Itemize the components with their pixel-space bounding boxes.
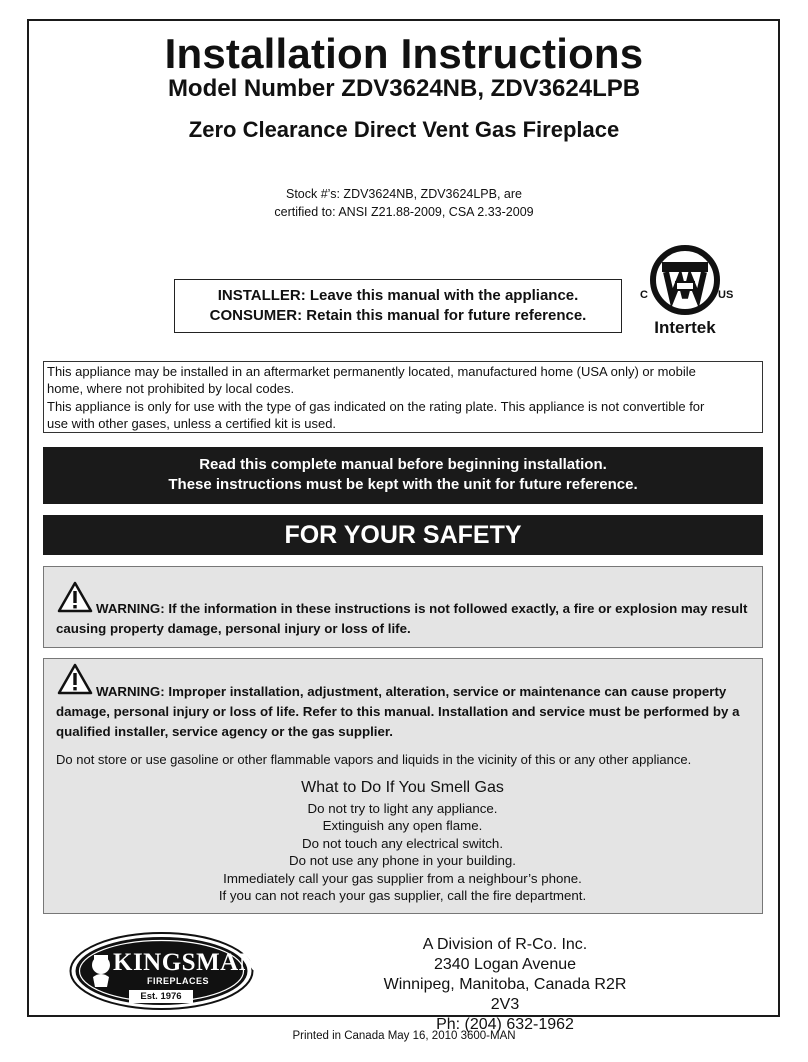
address-line: 2340 Logan Avenue — [433, 956, 577, 973]
logo-sub: FIREPLACES — [146, 976, 209, 986]
cert-brand: Intertek — [654, 318, 716, 337]
logo-est: Est. 1976 — [129, 990, 193, 1003]
intertek-certification-mark — [640, 242, 750, 342]
cert-c-label: C — [640, 289, 648, 301]
product-subtitle: Zero Clearance Direct Vent Gas Fireplace — [188, 117, 620, 142]
appliance-note-line: This appliance may be installed in an aftermarket permanently located, manufactured home (USA only) or mobile — [47, 364, 696, 379]
model-number: Model Number ZDV3624NB, ZDV3624LPB — [167, 75, 641, 102]
appliance-note-box — [43, 361, 763, 433]
flammable-storage-note: Do not store or use gasoline or other flammable vapors and liquids in the vicinity of this or any other appliance. — [56, 752, 692, 767]
smell-gas-title: What to Do If You Smell Gas — [301, 779, 504, 796]
address-line: Ph: (204) 632-1962 — [436, 1016, 574, 1033]
warning-2-line: WARNING: Improper installation, adjustment, alteration, service or maintenance can cause property — [96, 684, 727, 699]
list-item: Do not try to light any appliance. — [307, 801, 498, 816]
list-item: If you can not reach your gas supplier, call the fire department. — [218, 888, 587, 904]
warning-box-2 — [43, 658, 763, 914]
printed-footer: Printed in Canada May 16, 2010 3600-MAN — [292, 1030, 516, 1042]
cert-us-label: US — [718, 289, 734, 301]
read-manual-banner — [43, 447, 763, 504]
logo-brand: KINGSMAN — [113, 949, 258, 976]
company-address — [375, 935, 635, 1035]
stock-line-1: Stock #’s: ZDV3624NB, ZDV3624LPB, are — [286, 187, 522, 201]
appliance-note-line: This appliance is only for use with the type of gas indicated on the rating plate. This appliance is not convertible for — [47, 398, 705, 414]
consumer-notice: CONSUMER: Retain this manual for future reference. — [209, 307, 587, 324]
intertek-logo-icon — [640, 242, 730, 322]
list-item: Extinguish any open flame. — [322, 818, 483, 834]
list-item: Do not use any phone in your building. — [289, 853, 516, 869]
address-line: A Division of R-Co. Inc. — [422, 936, 588, 953]
page-title: Installation Instructions — [164, 30, 644, 77]
appliance-note-line: home, where not prohibited by local codes. — [47, 381, 295, 397]
address-line: Winnipeg, Manitoba, Canada R2R 2V3 — [383, 976, 627, 1013]
warning-2-text — [56, 682, 752, 742]
list-item: Immediately call your gas supplier from a neighbour’s phone. — [223, 870, 582, 886]
read-banner-line: Read this complete manual before beginning installation. — [199, 456, 607, 473]
list-item: Do not touch any electrical switch. — [301, 835, 504, 851]
warning-2-line: damage, personal injury or loss of life. Refer to this manual. Installation and service must be performed by a — [56, 704, 740, 719]
kingsman-logo — [69, 931, 258, 1011]
warning-1-line: causing property damage, personal injury or loss of life. — [56, 621, 411, 636]
installer-notice-box — [174, 279, 622, 333]
warning-1-line: WARNING: If the information in these instructions is not followed exactly, a fire or explosion may result — [96, 601, 748, 616]
read-banner-line: These instructions must be kept with the unit for future reference. — [168, 476, 638, 493]
warning-1-text — [56, 599, 752, 639]
safety-heading: FOR YOUR SAFETY — [43, 515, 763, 555]
warning-box-1 — [43, 566, 763, 648]
warning-2-line: qualified installer, service agency or the gas supplier. — [56, 724, 393, 739]
stock-line-2: certified to: ANSI Z21.88-2009, CSA 2.33-2009 — [274, 205, 534, 219]
smell-gas-list — [44, 800, 761, 904]
appliance-note-line: use with other gases, unless a certified kit is used. — [47, 415, 337, 431]
installer-notice: INSTALLER: Leave this manual with the appliance. — [217, 287, 579, 304]
